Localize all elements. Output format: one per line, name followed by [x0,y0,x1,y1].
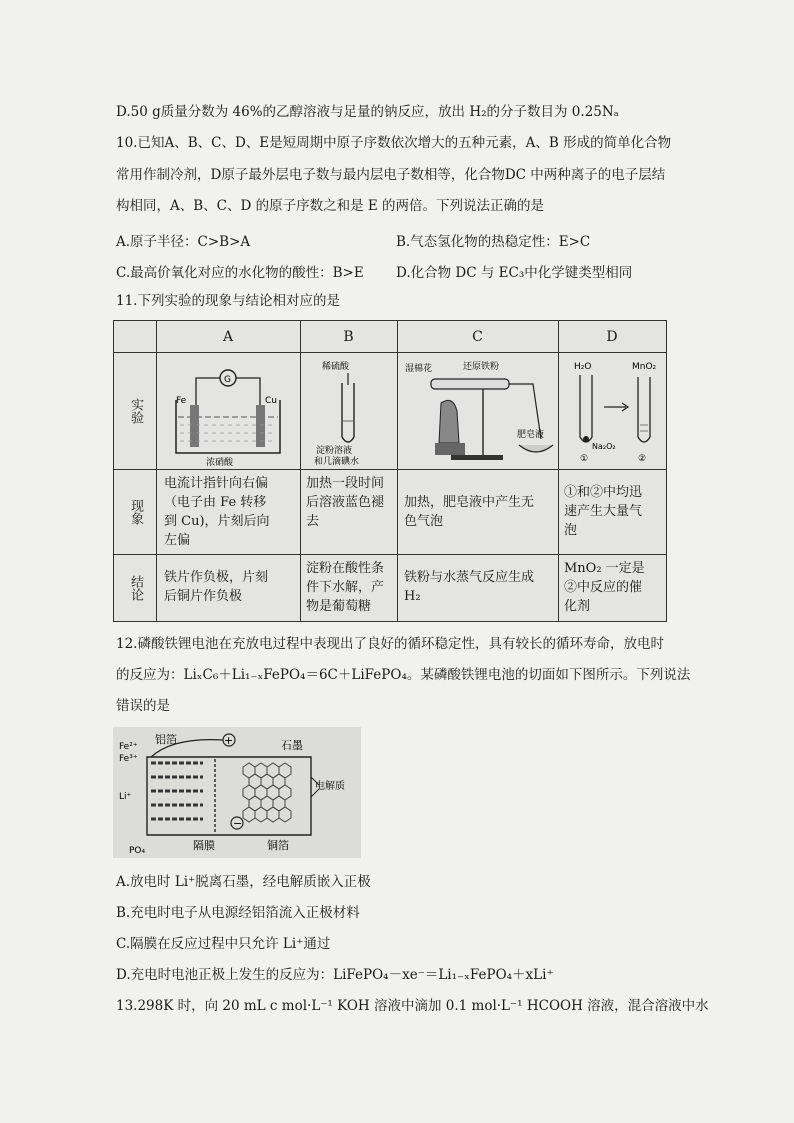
q12-stem-line-1: 12.磷酸铁锂电池在充放电过程中表现出了良好的循环稳定性，具有较长的循环寿命，放电时 [116,636,664,652]
conclusion-a: 铁片作负极，片刻 后铜片作负极 [164,570,269,604]
q11-stem: 11.下列实验的现象与结论相对应的是 [116,293,340,309]
conclusion-d: MnO₂ 一定是 ②中反应的催 化剂 [564,561,645,614]
q13-stem: 13.298K 时，向 20 mL c mol·L⁻¹ KOH 溶液中滴加 0.1 mol·L⁻¹ HCOOH 溶液，混合溶液中水 [116,998,709,1014]
negative-terminal: − [233,817,243,830]
aluminum-foil-label: 铝箔 [155,733,177,746]
phenomenon-c: 加热，肥皂液中产生无 色气泡 [404,495,535,529]
po4-label: PO₄ [129,846,146,856]
peroxide-test-tubes-diagram [562,355,666,467]
q12-option-d: D.充电时电池正极上发生的反应为：LiFePO₄－xe⁻＝Li₁₋ₓFePO₄＋xLi⁺ [116,967,554,983]
q9-option-d: D.50 g质量分数为 46%的乙醇溶液与足量的钠反应，放出 H₂的分子数目为 0.25Nₐ [116,104,619,120]
q10-option-c: C.最高价氧化对应的水化物的酸性：B>E [116,265,364,281]
li-label: Li⁺ [119,792,132,802]
galvanic-cell-diagram [162,355,296,467]
starch-test-tube-diagram [304,355,394,467]
q10-option-a: A.原子半径：C>B>A [116,234,251,250]
q10-stem-line-3: 构相同，A、B、C、D 的原子序数之和是 E 的两倍。下列说法正确的是 [116,198,545,214]
col-header-b: B [343,329,354,345]
q10-option-d: D.化合物 DC 与 EC₃中化学键类型相同 [396,265,633,281]
membrane-label: 隔膜 [193,839,215,852]
conclusion-b: 淀粉在酸性条 件下水解，产 物是葡萄糖 [306,561,385,614]
q10-option-b: B.气态氢化物的热稳定性：E>C [396,234,591,250]
battery-cross-section-diagram [113,727,361,858]
dilute-sulfuric-acid-label: 稀硫酸 [322,362,350,372]
conclusion-c: 铁粉与水蒸气反应生成 H₂ [404,570,535,604]
phenomenon-a: 电流计指针向右偏 （电子由 Fe 转移 到 Cu)，片刻后向 左偏 [164,476,270,548]
row-label-phenomenon: 现象 [128,499,143,525]
soap-solution-label: 肥皂液 [517,430,545,440]
phenomenon-b: 加热一段时间 后溶液蓝色褪 去 [306,476,385,529]
fe3-label: Fe³⁺ [119,754,138,764]
experiment-table [113,320,667,622]
graphite-label: 石墨 [281,739,303,752]
q12-option-b: B.充电时电子从电源经铝箔流入正极材料 [116,905,360,921]
q12-option-a: A.放电时 Li⁺脱离石墨，经电解质嵌入正极 [116,874,371,890]
starch-solution-label: 淀粉溶液 [316,446,353,456]
q12-stem-line-3: 错误的是 [116,698,170,714]
electrolyte-label: 电解质 [315,781,345,792]
fe2-label: Fe²⁺ [119,742,138,752]
na2o2-label: Na₂O₂ [592,442,616,451]
copper-foil-label: 铜箔 [267,839,289,852]
tube-2-label: ② [638,454,647,464]
iodine-water-label: 和几滴碘水 [314,457,360,467]
cu-label: Cu [265,396,277,406]
col-header-a: A [222,329,234,345]
tube-1-label: ① [580,454,589,464]
water-label: H₂O [574,362,592,372]
row-label-experiment: 实验 [128,398,143,424]
fe-label: Fe [176,396,187,406]
col-header-c: C [472,329,483,345]
reduced-iron-label: 还原铁粉 [463,362,500,372]
q10-stem-line-2: 常用作制冷剂，D原子最外层电子数与最内层电子数相等，化合物DC 中两种离子的电子层结 [116,167,666,183]
q12-stem-line-2: 的反应为：LiₓC₆＋Li₁₋ₓFePO₄＝6C＋LiFePO₄。某磷酸铁锂电池的切面如下图所示。下列说法 [116,667,691,683]
mno2-label: MnO₂ [632,362,657,372]
conc-nitric-acid-label: 浓硝酸 [206,458,234,467]
wet-cotton-label: 湿棉花 [405,364,433,374]
meter-label: G [224,375,231,385]
row-label-conclusion: 结论 [128,575,143,601]
q10-stem-line-1: 10.已知A、B、C、D、E是短周期中原子序数依次增大的五种元素，A、B 形成的简单化合物 [116,135,672,151]
positive-terminal: + [224,734,234,747]
iron-steam-diagram [401,355,556,467]
phenomenon-d: ①和②中均迅 速产生大量气 泡 [564,485,643,538]
q12-option-c: C.隔膜在反应过程中只允许 Li⁺通过 [116,936,331,952]
col-header-d: D [606,329,618,345]
